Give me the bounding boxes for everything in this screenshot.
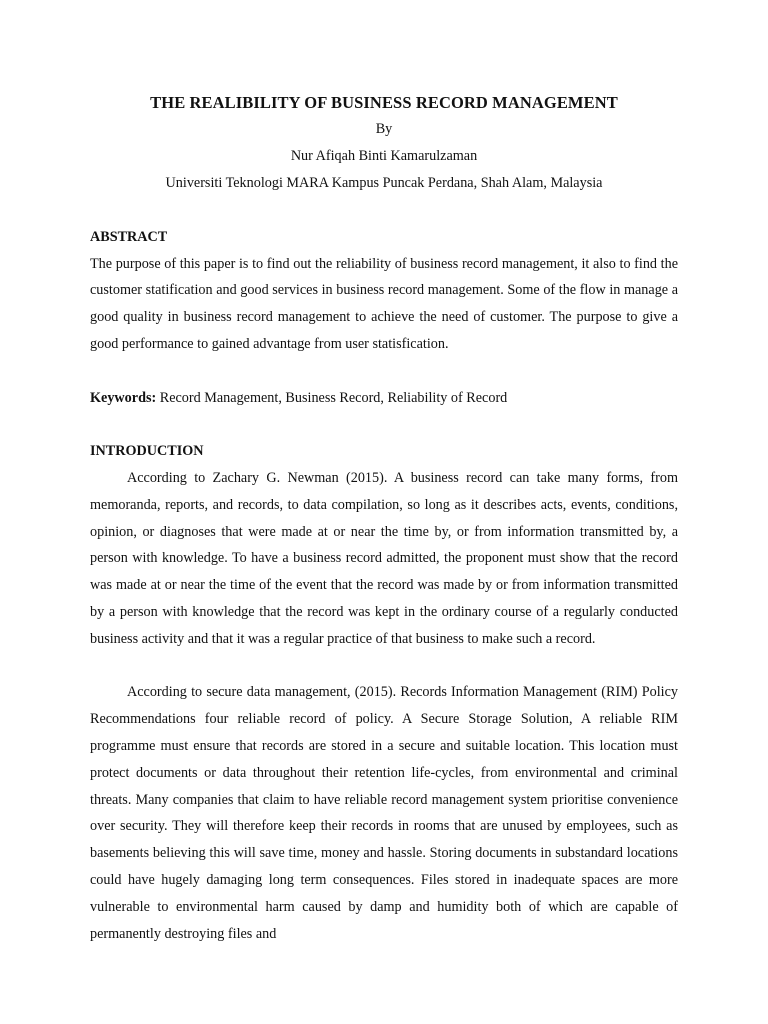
keywords-line — [90, 385, 678, 412]
intro-paragraph-2: According to secure data management, (2015). Records Information Management (RIM) Policy Recommendations four reliable record of policy. A Secure Storage Solution, A reliable RIM programme must ensure that records are stored in a secure and suitable location. This location must protect documents or data throughout their retention life-cycles, from environmental and criminal threats. Many companies that claim to have reliable record management system prioritise convenience over security. They will therefore keep their records in rooms that are unused by employees, such as basements believing this will save time, money and hassle. Storing documents in substandard locations could have hugely damaging long term consequences. Files stored in inadequate spaces are more vulnerable to environmental harm caused by damp and humidity both of which are capable of permanently destroying files and — [90, 684, 678, 942]
spacer — [90, 197, 678, 224]
paper-title: THE REALIBILITY OF BUSINESS RECORD MANAGEMENT — [150, 93, 618, 112]
author-affiliation: Universiti Teknologi MARA Kampus Puncak Perdana, Shah Alam, Malaysia — [165, 175, 603, 191]
abstract-heading: ABSTRACT — [90, 228, 168, 245]
intro-paragraph-1: According to Zachary G. Newman (2015). A business record can take many forms, from memoranda, reports, and records, to data compilation, so long as it describes acts, events, conditions, opinion, or diagnoses that were made at or near the time by, or from information transmitted by, a person with knowledge. To have a business record admitted, the proponent must show that the record was made at or near the time of the event that the record was made by or from information transmitted by a person with knowledge that the record was kept in the ordinary course of a regularly conducted business activity and that it was a regular practice of that business to make such a record. — [90, 469, 678, 647]
spacer — [90, 358, 678, 385]
spacer — [90, 411, 678, 438]
by-line: By — [375, 121, 393, 137]
keywords-text: Record Management, Business Record, Reliability of Record — [156, 389, 508, 406]
introduction-heading: INTRODUCTION — [90, 443, 204, 460]
paper-content — [90, 90, 678, 947]
keywords-label: Keywords: — [90, 389, 157, 406]
abstract-text: The purpose of this paper is to find out the reliability of business record management, it also to find the customer statification and good services in business record management. Some of the flow in manage a good quality in business record management to achieve the need of customer. The purpose to give a good performance to gained advantage from user statisfication. — [90, 255, 678, 352]
spacer — [90, 653, 678, 680]
author-name: Nur Afiqah Binti Kamarulzaman — [290, 148, 478, 164]
